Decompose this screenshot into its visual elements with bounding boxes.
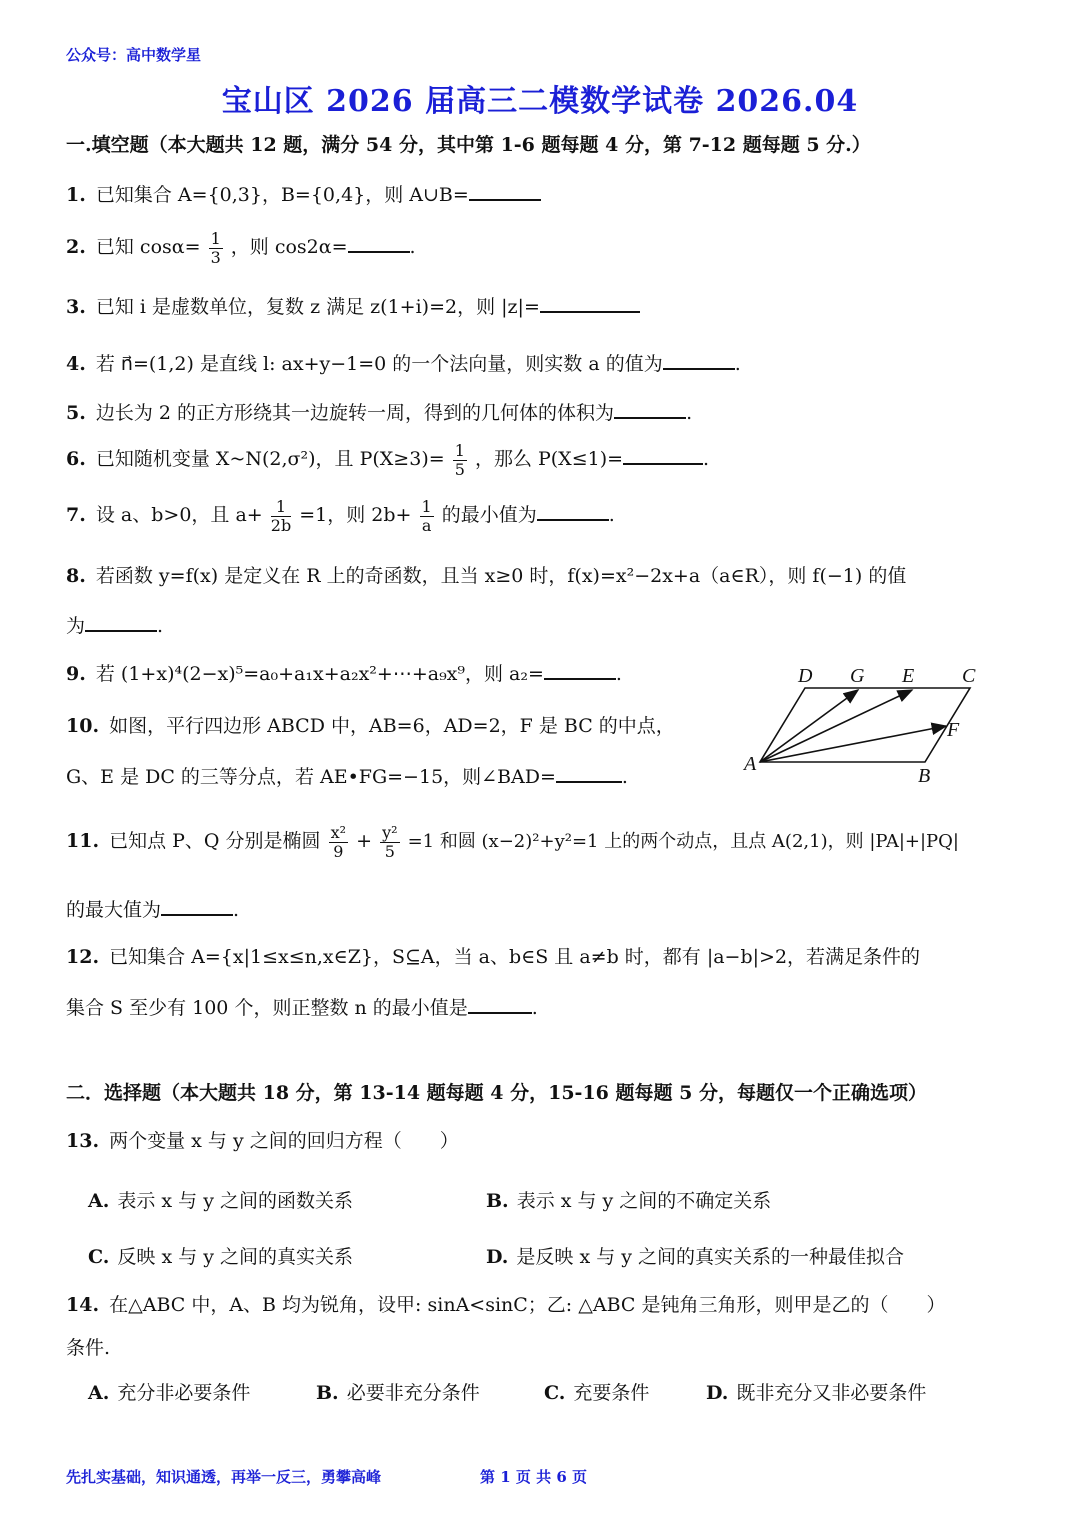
parallelogram-outline (760, 688, 970, 762)
option-text: 是反映 x 与 y 之间的真实关系的一种最佳拟合 (516, 1246, 905, 1268)
option-d[interactable] (486, 1242, 904, 1269)
numerator: 1 (210, 229, 221, 248)
option-key: C. (544, 1382, 566, 1404)
period: . (233, 899, 240, 921)
option-b[interactable] (316, 1378, 480, 1405)
vector-af (760, 726, 946, 762)
question-text: 设 a、b>0，且 a+ (95, 504, 263, 527)
denominator: 2b (270, 515, 292, 535)
question-11 (66, 824, 959, 860)
option-text: 反映 x 与 y 之间的真实关系 (117, 1246, 354, 1268)
question-10 (66, 714, 675, 739)
period: . (157, 615, 164, 637)
option-key: A. (88, 1190, 110, 1212)
fraction (453, 442, 467, 478)
question-number: 13. (66, 1130, 100, 1152)
answer-blank[interactable] (544, 662, 616, 680)
question-4 (66, 352, 741, 377)
option-text: 充分非必要条件 (117, 1382, 251, 1404)
question-text: 已知 cosα= (95, 236, 201, 259)
question-text: 已知点 P、Q 分别是椭圆 (109, 830, 321, 853)
question-8 (66, 564, 906, 589)
question-number: 5. (66, 402, 86, 424)
period: . (615, 663, 622, 685)
footer-slogan: 先扎实基础，知识通透，再举一反三，勇攀高峰 (66, 1468, 382, 1486)
answer-blank[interactable] (540, 295, 640, 313)
question-number: 8. (66, 565, 86, 587)
numerator: y² (382, 823, 398, 842)
answer-blank[interactable] (614, 401, 686, 419)
answer-blank[interactable] (556, 765, 622, 783)
fraction (209, 230, 223, 266)
option-key: B. (486, 1190, 509, 1212)
question-text: =1，则 2b+ (299, 504, 412, 527)
label-f: F (947, 719, 960, 741)
question-10-continued (66, 765, 628, 790)
question-text: ，则 cos2α= (230, 236, 348, 259)
label-d: D (798, 665, 813, 687)
question-number: 3. (66, 296, 86, 318)
question-text: ，那么 P(X≤1)= (474, 448, 624, 471)
question-number: 10. (66, 715, 100, 737)
watermark: 公众号：高中数学星 (66, 46, 202, 64)
option-c[interactable] (544, 1378, 649, 1405)
denominator: 5 (384, 841, 395, 861)
question-text: =1 和圆 (x−2)²+y²=1 上的两个动点，且点 A(2,1)，则 |PA|+|PQ| (407, 831, 959, 853)
question-text: 的最大值为 (66, 899, 162, 921)
parallelogram-figure (740, 660, 990, 790)
question-13 (66, 1129, 459, 1154)
question-6 (66, 442, 709, 478)
fraction (420, 498, 434, 534)
period: . (703, 448, 710, 471)
question-number: 6. (66, 448, 86, 471)
question-9 (66, 662, 622, 687)
option-key: C. (88, 1246, 110, 1268)
section-2-heading: 二．选择题（本大题共 18 分，第 13-14 题每题 4 分，15-16 题每题 5 分，每题仅一个正确选项） (66, 1082, 927, 1104)
label-g: G (850, 665, 865, 687)
question-number: 4. (66, 353, 86, 375)
question-8-continued (66, 614, 163, 639)
question-7 (66, 498, 615, 534)
question-12 (66, 945, 920, 970)
option-key: D. (486, 1246, 509, 1268)
answer-blank[interactable] (623, 447, 703, 465)
fraction (329, 824, 348, 860)
vector-ag (760, 690, 858, 762)
page-number: 第 1 页 共 6 页 (480, 1468, 587, 1486)
answer-blank[interactable] (161, 898, 233, 916)
question-1 (66, 183, 541, 208)
denominator: 5 (454, 459, 465, 479)
answer-blank[interactable] (468, 996, 532, 1014)
option-key: D. (706, 1382, 729, 1404)
label-b: B (918, 765, 931, 787)
period: . (531, 997, 538, 1019)
option-b[interactable] (486, 1186, 771, 1213)
option-text: 表示 x 与 y 之间的函数关系 (117, 1190, 353, 1212)
numerator: 1 (421, 497, 432, 516)
question-text: 两个变量 x 与 y 之间的回归方程（ ） (109, 1130, 459, 1152)
period: . (621, 766, 628, 788)
option-text: 充要条件 (573, 1382, 650, 1404)
question-text: + (356, 830, 373, 853)
question-number: 11. (66, 830, 100, 853)
label-a: A (744, 753, 757, 775)
answer-blank[interactable] (469, 183, 541, 201)
answer-blank[interactable] (85, 614, 157, 632)
fraction (380, 824, 399, 860)
question-text: 如图，平行四边形 ABCD 中，AB=6，AD=2，F 是 BC 的中点， (109, 715, 675, 737)
question-text: 若 (1+x)⁴(2−x)⁵=a₀+a₁x+a₂x²+⋯+a₉x⁹，则 a₂= (95, 663, 544, 685)
period: . (686, 402, 693, 424)
question-text: 在△ABC 中，A、B 均为锐角，设甲: sinA<sinC；乙: △ABC 是钝角三角形，则甲是乙的（ ） (109, 1294, 946, 1316)
question-text: 的最小值为 (441, 504, 537, 527)
question-number: 14. (66, 1294, 100, 1316)
question-2 (66, 230, 416, 266)
question-text: 已知 i 是虚数单位，复数 z 满足 z(1+i)=2，则 |z|= (95, 296, 540, 318)
option-key: B. (316, 1382, 339, 1404)
option-text: 必要非充分条件 (346, 1382, 480, 1404)
answer-blank[interactable] (663, 352, 735, 370)
option-text: 既非充分又非必要条件 (736, 1382, 927, 1404)
option-c[interactable] (88, 1242, 353, 1269)
question-5 (66, 401, 692, 426)
question-text: 条件. (66, 1337, 111, 1359)
question-number: 7. (66, 504, 86, 527)
label-c: C (962, 665, 976, 687)
question-text: 若 n⃗=(1,2) 是直线 l: ax+y−1=0 的一个法向量，则实数 a 的值为 (95, 353, 663, 375)
question-12-continued (66, 996, 538, 1021)
question-number: 2. (66, 236, 86, 259)
fraction (271, 498, 291, 534)
question-14 (66, 1293, 945, 1318)
question-text: 已知集合 A={x|1≤x≤n,x∈Z}，S⊆A，当 a、b∈S 且 a≠b 时，都有 |a−b|>2，若满足条件的 (109, 946, 921, 968)
section-1-heading: 一.填空题（本大题共 12 题，满分 54 分，其中第 1-6 题每题 4 分，第 7-12 题每题 5 分.） (66, 134, 871, 156)
option-a[interactable] (88, 1186, 353, 1213)
answer-blank[interactable] (537, 503, 609, 521)
denominator: a (421, 515, 432, 535)
question-14-continued (66, 1336, 110, 1361)
option-text: 表示 x 与 y 之间的不确定关系 (516, 1190, 772, 1212)
option-key: A. (88, 1382, 110, 1404)
question-11-continued (66, 898, 239, 923)
numerator: x² (330, 823, 347, 842)
question-text: 若函数 y=f(x) 是定义在 R 上的奇函数，且当 x≥0 时，f(x)=x²−2x+a（a∈R），则 f(−1) 的值 (95, 565, 907, 587)
question-text: 已知集合 A={0,3}，B={0,4}，则 A∪B= (95, 184, 469, 206)
question-text: G、E 是 DC 的三等分点，若 AE•FG=−15，则∠BAD= (66, 766, 556, 788)
question-text: 集合 S 至少有 100 个，则正整数 n 的最小值是 (66, 997, 468, 1019)
period: . (409, 236, 416, 259)
question-number: 12. (66, 946, 100, 968)
option-a[interactable] (88, 1378, 250, 1405)
question-text: 为 (66, 615, 86, 637)
numerator: 1 (454, 441, 465, 460)
question-text: 边长为 2 的正方形绕其一边旋转一周，得到的几何体的体积为 (95, 402, 615, 424)
option-d[interactable] (706, 1378, 926, 1405)
period: . (734, 353, 741, 375)
numerator: 1 (271, 498, 291, 517)
denominator: 9 (333, 841, 344, 861)
denominator: 3 (210, 247, 221, 267)
question-number: 9. (66, 663, 86, 685)
label-e: E (902, 665, 915, 687)
question-3 (66, 295, 640, 320)
answer-blank[interactable] (348, 235, 410, 253)
question-text: 已知随机变量 X~N(2,σ²)，且 P(X≥3)= (95, 448, 445, 471)
question-number: 1. (66, 184, 86, 206)
page-title: 宝山区 2026 届高三二模数学试卷 2026.04 (221, 84, 859, 119)
period: . (608, 504, 615, 527)
